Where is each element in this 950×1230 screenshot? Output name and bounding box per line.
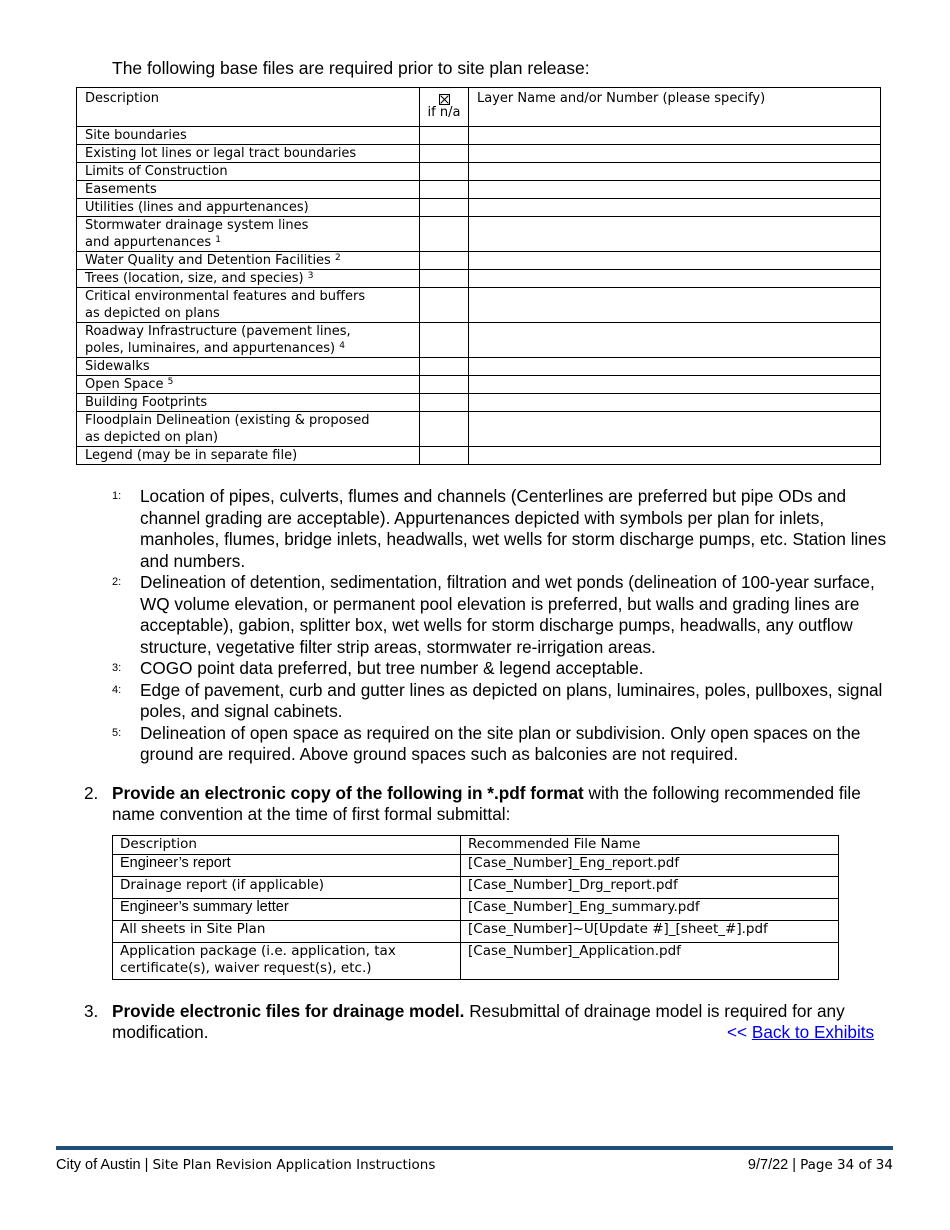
- row-description: Utilities (lines and appurtenances): [77, 199, 420, 217]
- footnote-text: Location of pipes, culverts, flumes and channels (Centerlines are preferred but pipe ODs and channel grading are acceptable). Appurtenances depicted with symbols per plan for inlets, manholes, flumes, bridge inlets, headwalls, wet wells for storm discharge pumps, etc. Station lines and numbers.: [140, 486, 887, 571]
- table-row: [113, 877, 839, 899]
- layer-input-cell[interactable]: [469, 270, 881, 288]
- footer-page-number: Page 34 of 34: [800, 1157, 893, 1173]
- footnote: [112, 723, 902, 766]
- table-row: [77, 358, 881, 376]
- column-header-file-name: Recommended File Name: [461, 836, 839, 855]
- row-description: Existing lot lines or legal tract boundaries: [77, 145, 420, 163]
- footnote-ref: 1: [215, 235, 221, 245]
- table-header-row: [77, 88, 881, 127]
- row-description: Engineer’s report: [113, 855, 461, 877]
- item-text: Resubmittal of drainage model is required for any modification.: [112, 1001, 845, 1042]
- footer-date: 9/7/22: [747, 1157, 789, 1173]
- row-description-line2: and appurtenances $^1$: [85, 235, 221, 250]
- item-text: with the following recommended file name convention at the time of first formal submittal:: [112, 783, 861, 824]
- na-checkbox-cell[interactable]: [420, 145, 469, 163]
- table-row: [77, 181, 881, 199]
- footnote-number: 5:: [112, 726, 122, 739]
- layer-input-cell[interactable]: [469, 217, 881, 252]
- footnote: [112, 680, 902, 723]
- footer-left: [56, 1156, 435, 1174]
- table-row: [77, 270, 881, 288]
- row-description: Open Space $^5$: [77, 376, 420, 394]
- footnote-ref: 4: [339, 341, 345, 351]
- row-description: Application package (i.e. application, tax certificate(s), waiver request(s), etc.): [113, 943, 461, 980]
- footer-document-title: Site Plan Revision Application Instructions: [152, 1157, 436, 1173]
- footnote: [112, 572, 902, 658]
- row-description: Building Footprints: [77, 394, 420, 412]
- table-row: [77, 412, 881, 447]
- layer-input-cell[interactable]: [469, 358, 881, 376]
- na-label: if n/a: [427, 105, 461, 120]
- layer-input-cell[interactable]: [469, 199, 881, 217]
- row-description-line1: Stormwater drainage system lines: [85, 218, 309, 233]
- na-checkbox-cell[interactable]: [420, 288, 469, 323]
- layer-input-cell[interactable]: [469, 447, 881, 465]
- row-file-name: [Case_Number]~U[Update #]_[sheet_#].pdf: [461, 921, 839, 943]
- column-header-description: Description: [77, 88, 420, 127]
- item-bold-text: Provide electronic files for drainage model.: [112, 1001, 465, 1021]
- footnote-number: 4:: [112, 683, 122, 696]
- na-checkbox-cell[interactable]: [420, 270, 469, 288]
- na-checkbox-cell[interactable]: [420, 323, 469, 358]
- footer-divider: [56, 1146, 893, 1150]
- row-file-name: [Case_Number]_Eng_report.pdf: [461, 855, 839, 877]
- footnote-ref: 5: [167, 377, 174, 387]
- row-description: Site boundaries: [77, 127, 420, 145]
- na-checkbox-cell[interactable]: [420, 394, 469, 412]
- na-checkbox-cell[interactable]: [420, 412, 469, 447]
- column-header-layer: Layer Name and/or Number (please specify): [469, 88, 881, 127]
- na-checkbox-cell[interactable]: [420, 181, 469, 199]
- table-row: [113, 899, 839, 921]
- layer-input-cell[interactable]: [469, 376, 881, 394]
- footnote-ref: 2: [334, 253, 341, 263]
- row-description: Roadway Infrastructure (pavement lines, poles, luminaires, and appurtenances) $^4$: [77, 323, 420, 358]
- table-header-row: [113, 836, 839, 855]
- na-checkbox-cell[interactable]: [420, 127, 469, 145]
- item-bold-text: Provide an electronic copy of the following in *.pdf format: [112, 783, 584, 803]
- na-checkbox-cell[interactable]: [420, 358, 469, 376]
- table-row: [113, 855, 839, 877]
- footnote-ref: 3: [307, 271, 314, 281]
- layer-input-cell[interactable]: [469, 288, 881, 323]
- na-checkbox-cell[interactable]: [420, 376, 469, 394]
- column-header-na: [420, 88, 469, 127]
- layer-input-cell[interactable]: [469, 127, 881, 145]
- layer-input-cell[interactable]: [469, 181, 881, 199]
- na-checkbox-cell[interactable]: [420, 447, 469, 465]
- row-description: Limits of Construction: [77, 163, 420, 181]
- column-header-description: Description: [113, 836, 461, 855]
- layer-input-cell[interactable]: [469, 252, 881, 270]
- row-file-name: [Case_Number]_Application.pdf: [461, 943, 839, 980]
- table-row: [77, 145, 881, 163]
- table-row: [77, 252, 881, 270]
- footnote-text: Edge of pavement, curb and gutter lines as depicted on plans, luminaires, poles, pullboxes, signal poles, and signal cabinets.: [140, 679, 883, 721]
- row-description: Drainage report (if applicable): [113, 877, 461, 899]
- back-arrows: <<: [727, 1022, 752, 1042]
- row-description: Easements: [77, 181, 420, 199]
- footer-org: City of Austin: [56, 1157, 141, 1173]
- na-checkbox-cell[interactable]: [420, 217, 469, 252]
- intro-text: The following base files are required prior to site plan release:: [112, 58, 590, 78]
- footnote-number: 1:: [112, 490, 122, 502]
- row-file-name: [Case_Number]_Drg_report.pdf: [461, 877, 839, 899]
- row-description: Floodplain Delineation (existing & proposed as depicted on plan): [77, 412, 420, 447]
- table-row: [77, 447, 881, 465]
- item-number: 2.: [84, 783, 99, 803]
- layer-input-cell[interactable]: [469, 163, 881, 181]
- checkbox-icon: [439, 94, 450, 105]
- row-description: Trees (location, size, and species) $^3$: [77, 270, 420, 288]
- layer-input-cell[interactable]: [469, 394, 881, 412]
- row-description: Critical environmental features and buffers as depicted on plans: [77, 288, 420, 323]
- table-row: [77, 376, 881, 394]
- table-row: [77, 288, 881, 323]
- footnote-text: Delineation of detention, sedimentation, filtration and wet ponds (delineation of 100-year surface, WQ volume elevation, or permanent pool elevation is preferred, but walls and grading lines are acceptable), gabion, splitter box, wet wells for storm discharge pumps, headwalls, any outflow structure, vegetative filter strip areas, stormwater re-irrigation areas.: [140, 572, 875, 657]
- na-checkbox-cell[interactable]: [420, 163, 469, 181]
- footnote: [112, 486, 902, 572]
- footer-separator: |: [140, 1157, 149, 1173]
- row-file-name: [Case_Number]_Eng_summary.pdf: [461, 899, 839, 921]
- row-description: All sheets in Site Plan: [113, 921, 461, 943]
- table-row: [77, 163, 881, 181]
- back-to-exhibits-link[interactable]: [727, 1022, 874, 1043]
- footnote-number: 2:: [112, 576, 122, 588]
- table-row: [113, 921, 839, 943]
- footnotes-list: [112, 486, 902, 766]
- row-description: Water Quality and Detention Facilities $^2$: [77, 252, 420, 270]
- footer-separator: |: [788, 1157, 797, 1173]
- table-row: [77, 394, 881, 412]
- table-row: [77, 127, 881, 145]
- table-row: [77, 323, 881, 358]
- footnote: [112, 658, 902, 680]
- footnote-number: 3:: [112, 662, 122, 674]
- back-link-text[interactable]: Back to Exhibits: [751, 1022, 875, 1042]
- layer-input-cell[interactable]: [469, 412, 881, 447]
- row-description: Engineer’s summary letter: [113, 899, 461, 921]
- layer-input-cell[interactable]: [469, 145, 881, 163]
- na-checkbox-cell[interactable]: [420, 199, 469, 217]
- pdf-files-table: [112, 835, 839, 980]
- row-description: Legend (may be in separate file): [77, 447, 420, 465]
- row-description: Sidewalks: [77, 358, 420, 376]
- row-description: [77, 217, 420, 252]
- item-number: 3.: [84, 1001, 99, 1021]
- na-checkbox-cell[interactable]: [420, 252, 469, 270]
- footnote-text: Delineation of open space as required on the site plan or subdivision. Only open spaces on the ground are required. Above ground spaces such as balconies are not required.: [140, 722, 861, 764]
- table-row: [77, 217, 881, 252]
- footer-right: [748, 1156, 893, 1174]
- base-files-table: [76, 87, 881, 465]
- table-row: [113, 943, 839, 980]
- footnote-text: COGO point data preferred, but tree number & legend acceptable.: [140, 658, 644, 678]
- layer-input-cell[interactable]: [469, 323, 881, 358]
- list-item-pdf-copy: [84, 783, 892, 825]
- table-row: [77, 199, 881, 217]
